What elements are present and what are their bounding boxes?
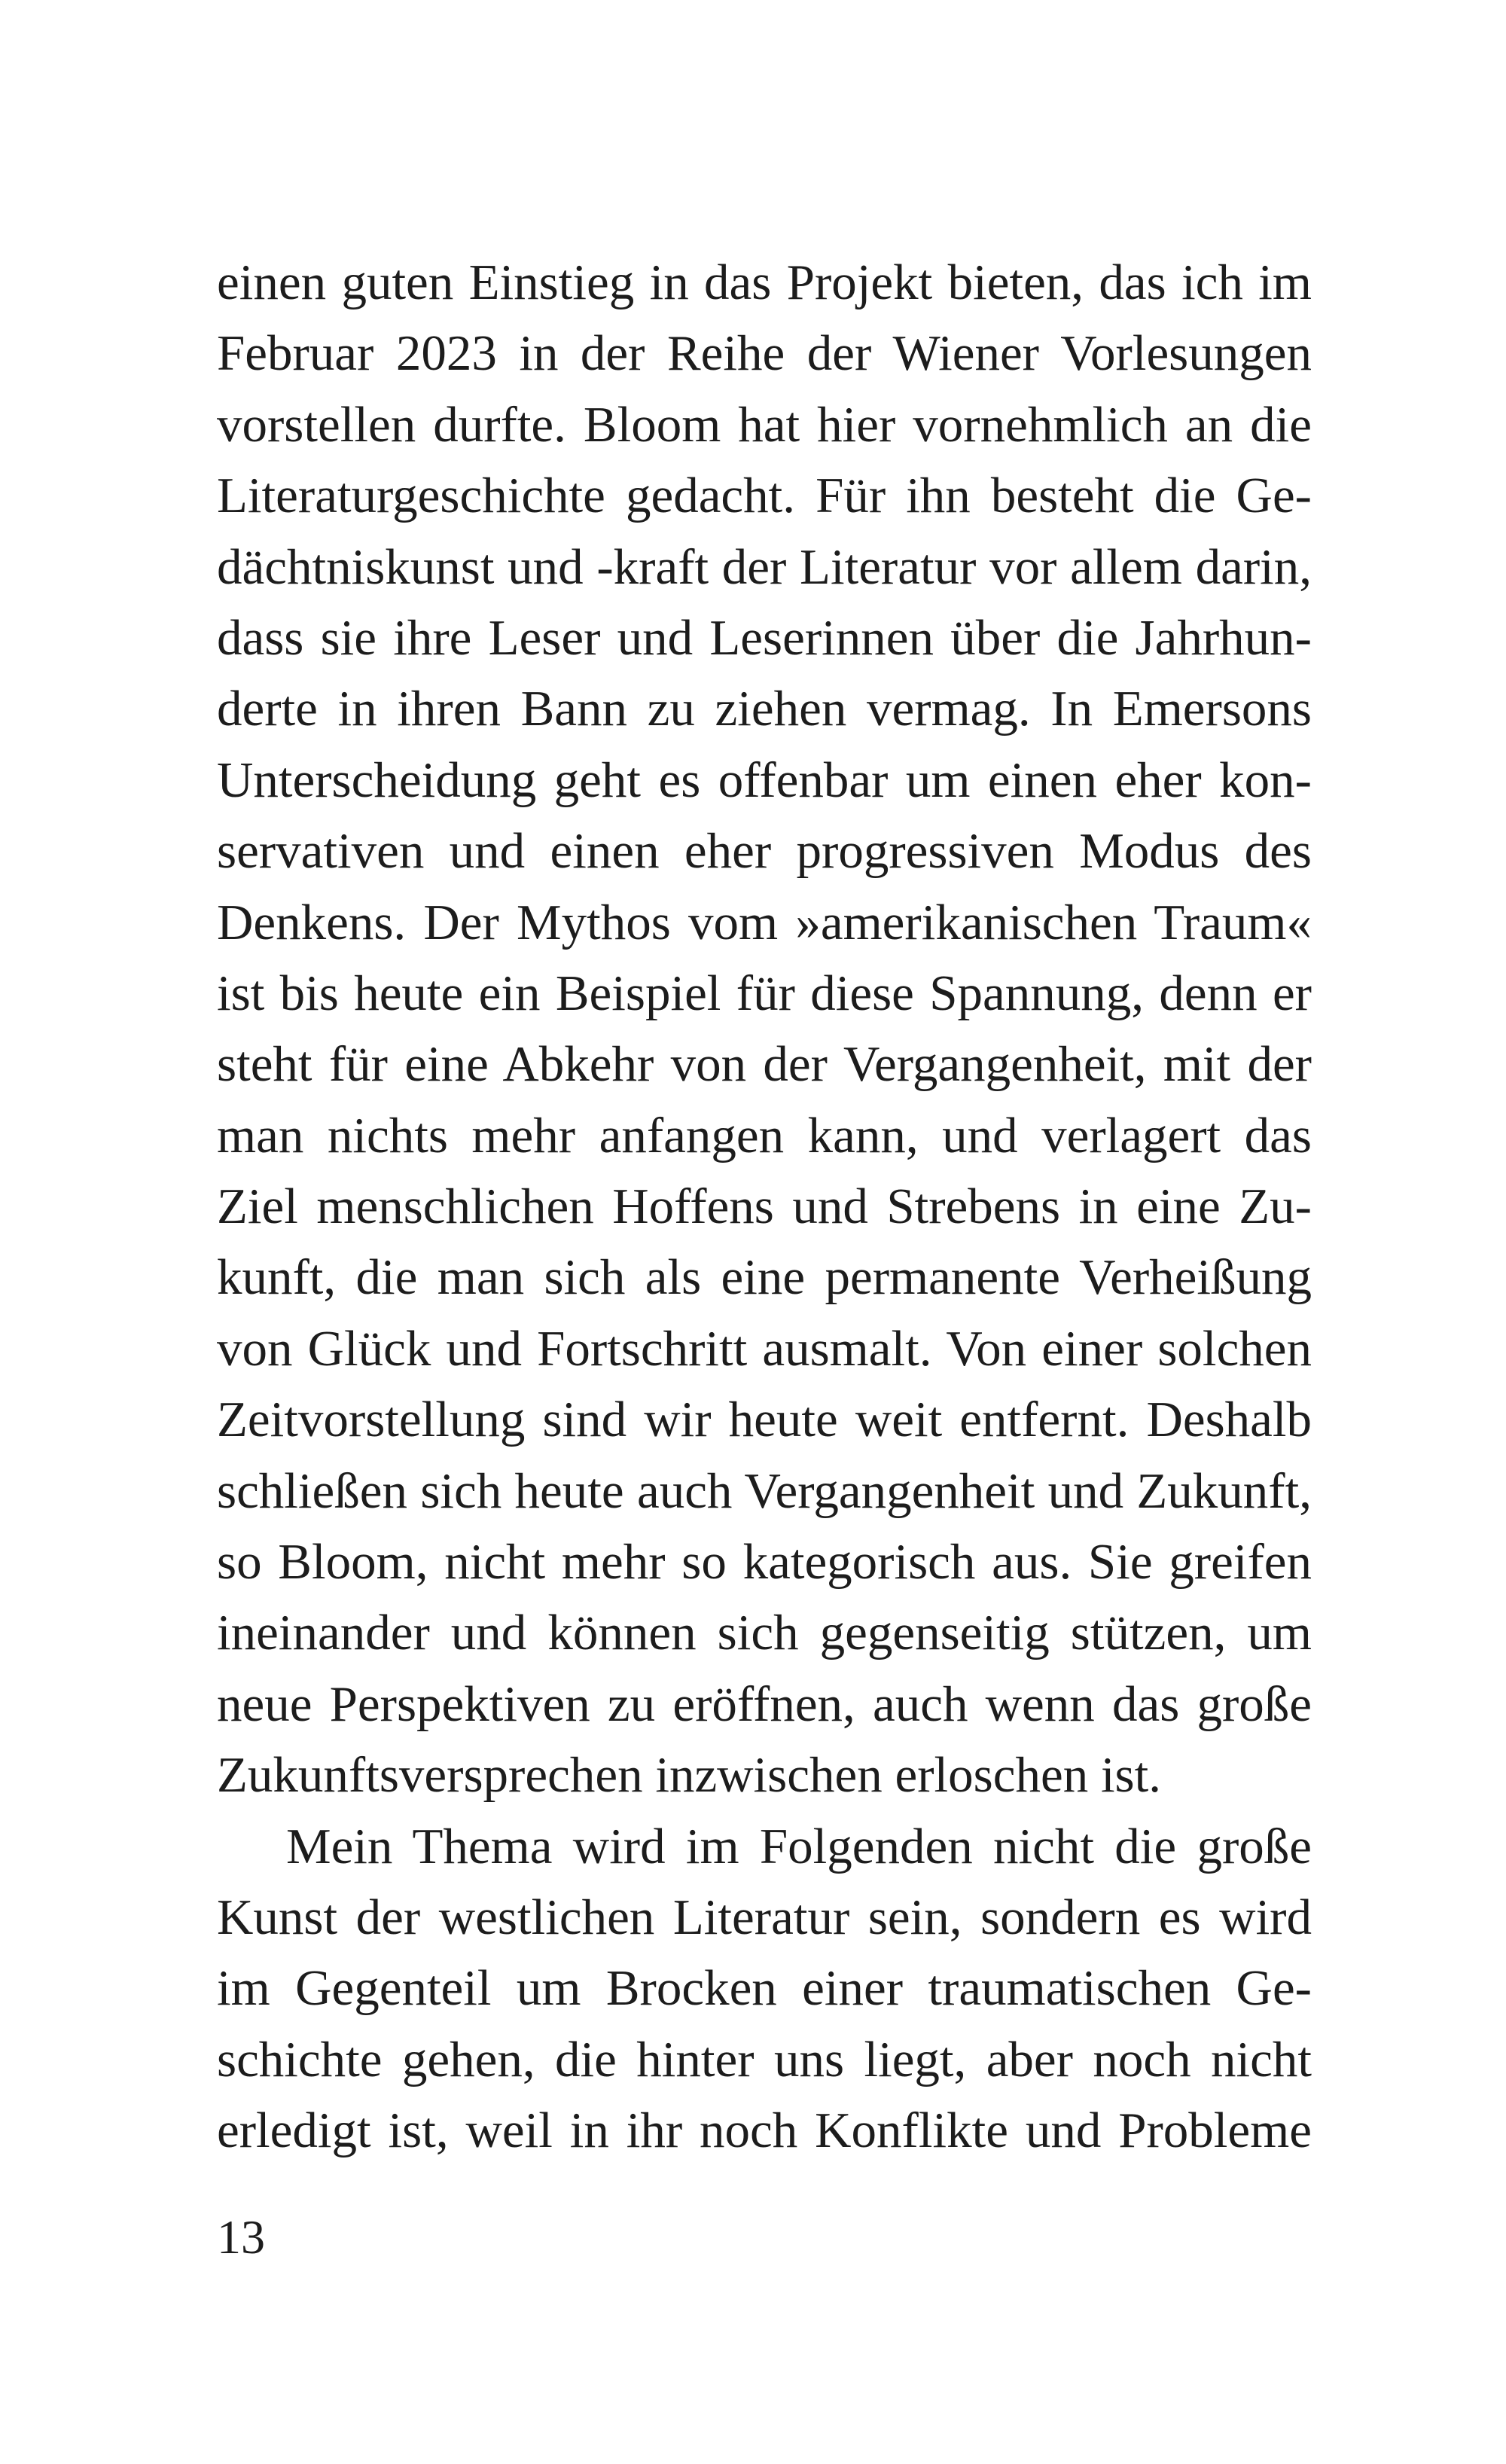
text-line: dass sie ihre Leser und Leserinnen über die Jahrhun- (217, 609, 1312, 666)
body-text (217, 247, 1312, 2167)
text-line: erledigt ist, weil in ihr noch Konflikte und Probleme (217, 2103, 1312, 2159)
text-line: Literaturgeschichte gedacht. Für ihn besteht die Ge- (217, 468, 1312, 524)
text-line: ineinander und können sich gegenseitig stützen, um (217, 1605, 1312, 1661)
text-line: servativen und einen eher progressiven Modus des (217, 823, 1312, 880)
text-line: von Glück und Fortschritt ausmalt. Von einer solchen (217, 1320, 1312, 1377)
text-line: einen guten Einstieg in das Projekt bieten, das ich im (217, 255, 1312, 310)
text-line: dächtniskunst und -kraft der Literatur vor allem darin, (217, 538, 1312, 595)
text-line: Kunst der westlichen Literatur sein, sondern es wird (217, 1889, 1312, 1945)
text-line: derte in ihren Bann zu ziehen vermag. In Emersons (217, 681, 1312, 737)
text-line: Unterscheidung geht es offenbar um einen eher kon- (217, 752, 1312, 808)
text-line: steht für eine Abkehr von der Vergangenheit, mit der (217, 1036, 1312, 1093)
text-line: Denkens. Der Mythos vom »amerikanischen Traum« (217, 894, 1312, 950)
text-line-paragraph-start: Mein Thema wird im Folgenden nicht die große (286, 1818, 1312, 1874)
text-line: so Bloom, nicht mehr so kategorisch aus. Sie greifen (217, 1534, 1312, 1590)
text-line: im Gegenteil um Brocken einer traumatischen Ge- (217, 1960, 1312, 2017)
text-line: ist bis heute ein Beispiel für diese Spannung, denn er (217, 965, 1312, 1021)
text-line: neue Perspektiven zu eröffnen, auch wenn das große (217, 1676, 1312, 1732)
text-line: vorstellen durfte. Bloom hat hier vornehmlich an die (217, 396, 1312, 453)
page-number: 13 (217, 2210, 265, 2264)
text-line-paragraph-end: Zukunftsversprechen inzwischen erloschen ist. (217, 1747, 1161, 1804)
text-line: kunft, die man sich als eine permanente Verheißung (217, 1249, 1312, 1306)
text-line: Februar 2023 in der Reihe der Wiener Vorlesungen (217, 325, 1312, 382)
text-line: Ziel menschlichen Hoffens und Strebens in eine Zu- (217, 1179, 1312, 1235)
text-line: man nichts mehr anfangen kann, und verlagert das (217, 1107, 1312, 1163)
text-line: Zeitvorstellung sind wir heute weit entfernt. Deshalb (217, 1392, 1312, 1448)
text-line: schließen sich heute auch Vergangenheit und Zukunft, (217, 1462, 1312, 1519)
text-line: schichte gehen, die hinter uns liegt, aber noch nicht (217, 2031, 1312, 2087)
